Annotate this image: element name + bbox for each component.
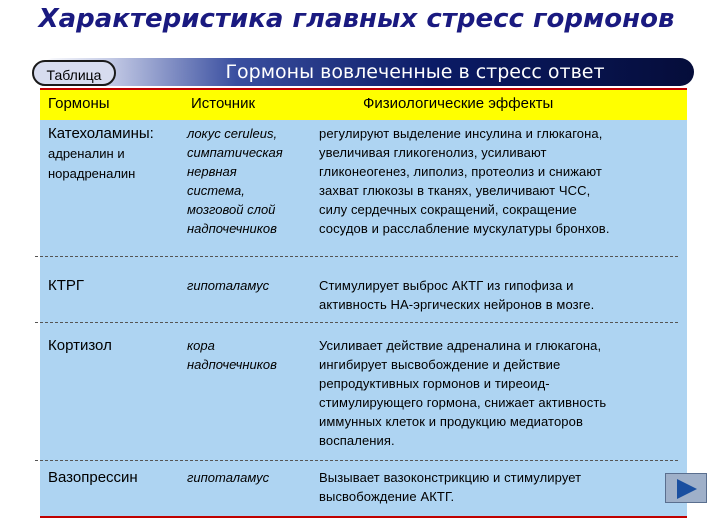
- column-header-source: Источник: [191, 95, 256, 112]
- effect-line: стимулирующего гормона, снижает активность: [319, 395, 607, 410]
- effect-line: сосудов и расслабление мускулатуры бронхов.: [319, 221, 610, 236]
- hormone-source: [187, 276, 313, 295]
- source-line: мозговой слой: [187, 202, 276, 217]
- hormone-name-main: Катехоламины:: [48, 125, 154, 142]
- play-next-icon: [675, 478, 699, 500]
- hormones-table: [40, 88, 687, 516]
- row-divider: [35, 460, 678, 461]
- effect-line: захват глюкозы в тканях, увеличивают ЧСС,: [319, 183, 591, 198]
- row-divider: [35, 256, 678, 257]
- slide-title: Характеристика главных стресс гормонов: [38, 4, 675, 34]
- effect-line: иммунных клеток и продукцию медиаторов: [319, 414, 583, 429]
- effect-line: гликонеогенез, липолиз, протеолиз и снижают: [319, 164, 602, 179]
- effect-line: воспаления.: [319, 433, 395, 448]
- effect-line: Вызывает вазоконстрикцию и стимулирует: [319, 470, 582, 485]
- table-bottom-border: [40, 516, 687, 518]
- hormone-effects: [319, 468, 685, 506]
- effect-line: регулируют выделение инсулина и глюкагона,: [319, 126, 603, 141]
- source-line: гипоталамус: [187, 470, 270, 485]
- source-line: нервная: [187, 164, 237, 179]
- column-header-hormones: Гормоны: [48, 95, 110, 112]
- source-line: надпочечников: [187, 357, 277, 372]
- hormone-name: КТРГ: [48, 277, 85, 294]
- banner: [40, 58, 694, 86]
- effect-line: Стимулирует выброс АКТГ из гипофиза и: [319, 278, 574, 293]
- hormone-source: [187, 468, 313, 487]
- effect-line: высвобождение АКТГ.: [319, 489, 455, 504]
- hormone-name-sub: норадреналин: [48, 166, 136, 181]
- column-header-effects: Физиологические эффекты: [363, 95, 554, 112]
- hormone-name-sub: адреналин и: [48, 146, 125, 161]
- table-tab-button[interactable]: Таблица: [32, 60, 116, 86]
- hormone-name: Кортизол: [48, 337, 112, 354]
- effect-line: Усиливает действие адреналина и глюкагона,: [319, 338, 602, 353]
- effect-line: силу сердечных сокращений, сокращение: [319, 202, 577, 217]
- hormone-source: [187, 336, 313, 374]
- source-line: гипоталамус: [187, 278, 270, 293]
- source-line: кора: [187, 338, 215, 353]
- hormone-effects: [319, 276, 685, 314]
- effect-line: активность НА-эргических нейронов в мозге.: [319, 297, 595, 312]
- row-divider: [35, 322, 678, 323]
- next-slide-button[interactable]: [665, 473, 707, 503]
- effect-line: ингибирует высвобождение и действие: [319, 357, 561, 372]
- source-line: локус ceruleus,: [187, 126, 278, 141]
- banner-title: Гормоны вовлеченные в стресс ответ: [225, 61, 605, 83]
- hormone-source: [187, 124, 313, 238]
- source-line: надпочечников: [187, 221, 277, 236]
- hormone-name: [48, 124, 154, 184]
- effect-line: увеличивая гликогенолиз, усиливают: [319, 145, 547, 160]
- table-header: [40, 88, 687, 120]
- effect-line: репродуктивных гормонов и тиреоид-: [319, 376, 550, 391]
- source-line: симпатическая: [187, 145, 283, 160]
- hormone-effects: [319, 124, 685, 238]
- hormone-effects: [319, 336, 685, 450]
- source-line: система,: [187, 183, 245, 198]
- hormone-name: Вазопрессин: [48, 469, 138, 486]
